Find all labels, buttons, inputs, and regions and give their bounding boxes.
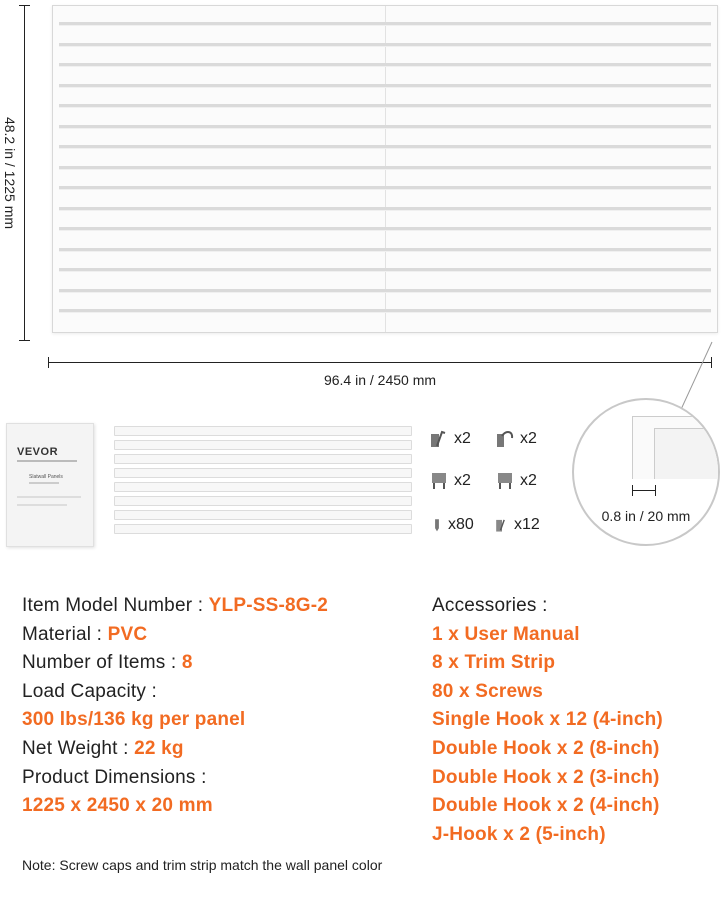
trim-strip <box>114 440 412 450</box>
spec-dims-value: 1225 x 2450 x 20 mm <box>22 795 213 817</box>
accessory-count-1 <box>428 428 471 450</box>
specs-column <box>22 592 422 821</box>
spec-dims-label: Product Dimensions : <box>22 766 207 788</box>
slatwall-panel-image <box>52 5 718 333</box>
footnote: Note: Screw caps and trim strip match the wall panel color <box>22 857 383 873</box>
trim-strip <box>114 482 412 492</box>
panel-slot <box>59 104 711 108</box>
double-hook-icon <box>428 470 450 492</box>
accessories-column <box>432 592 718 849</box>
height-dimension-tick-bottom <box>19 340 30 341</box>
manual-doc-title: Slatwall Panels <box>29 474 63 480</box>
spec-items: Number of Items : 8 <box>22 652 193 674</box>
accessories-title: Accessories : <box>432 595 548 616</box>
trim-strip <box>114 468 412 478</box>
spec-model: Item Model Number : YLP-SS-8G-2 <box>22 595 329 616</box>
width-dimension-label: 96.4 in / 2450 mm <box>323 372 437 388</box>
height-dimension-tick-top <box>19 5 30 6</box>
accessory-item: Double Hook x 2 (4-inch) <box>432 795 660 817</box>
panel-slot <box>59 268 711 272</box>
manual-brand: VEVOR <box>17 446 59 458</box>
accessory-qty: x2 <box>454 472 471 489</box>
thickness-label: 0.8 in / 20 mm <box>601 508 691 524</box>
accessory-count-6 <box>494 514 540 536</box>
accessory-qty: x2 <box>454 430 471 447</box>
spec-load-label: Load Capacity : <box>22 680 158 702</box>
panel-slot <box>59 166 711 170</box>
trim-strip <box>114 510 412 520</box>
spec-weight-value: 22 kg <box>134 737 184 759</box>
accessory-item: 8 x Trim Strip <box>432 652 556 674</box>
panel-slot <box>59 248 711 252</box>
j-hook-icon <box>494 428 516 450</box>
trim-strip <box>114 496 412 506</box>
panel-slot <box>59 63 711 67</box>
accessory-item: 80 x Screws <box>432 680 544 702</box>
spec-weight: Net Weight : 22 kg <box>22 737 184 759</box>
accessory-item: Single Hook x 12 (4-inch) <box>432 709 663 731</box>
accessory-qty: x12 <box>514 516 540 533</box>
accessory-qty: x2 <box>520 472 537 489</box>
thickness-zoom-detail <box>572 398 720 546</box>
accessory-qty: x80 <box>448 516 474 533</box>
panel-slot <box>59 145 711 149</box>
manual-subtitle-bar <box>17 460 77 462</box>
double-hook-wide-icon <box>494 470 516 492</box>
panel-slot <box>59 207 711 211</box>
user-manual-image <box>6 423 94 547</box>
width-dimension-tick-left <box>48 357 49 368</box>
panel-slot <box>59 125 711 129</box>
height-dimension-label: 48.2 in / 1225 mm <box>2 116 18 230</box>
spec-model-value: YLP-SS-8G-2 <box>208 595 329 616</box>
screw-icon <box>430 514 444 536</box>
accessory-item: 1 x User Manual <box>432 623 580 645</box>
panel-slot <box>59 289 711 293</box>
accessory-count-2 <box>494 428 537 450</box>
accessory-qty: x2 <box>520 430 537 447</box>
spec-load-value: 300 lbs/136 kg per panel <box>22 709 246 731</box>
accessory-count-5 <box>430 514 474 536</box>
accessory-item: Double Hook x 2 (3-inch) <box>432 766 660 788</box>
panel-slot <box>59 84 711 88</box>
accessory-count-4 <box>494 470 537 492</box>
accessory-count-3 <box>428 470 471 492</box>
trim-strip <box>114 524 412 534</box>
spec-material-value: PVC <box>107 623 148 645</box>
spec-items-value: 8 <box>181 652 193 674</box>
panel-slot <box>59 43 711 47</box>
trim-strip <box>114 426 412 436</box>
single-hook-small-icon <box>428 428 450 450</box>
panel-slot <box>59 186 711 190</box>
accessory-item: Double Hook x 2 (8-inch) <box>432 737 660 759</box>
panel-slot <box>59 22 711 26</box>
accessory-item: J-Hook x 2 (5-inch) <box>432 823 606 845</box>
panel-slot <box>59 309 711 313</box>
spec-material: Material : PVC <box>22 623 148 645</box>
single-hook-icon <box>494 514 510 536</box>
panel-slot <box>59 227 711 231</box>
manual-text-bar <box>29 482 59 484</box>
width-dimension-line <box>48 362 712 363</box>
height-dimension-line <box>24 5 25 341</box>
trim-strip <box>114 454 412 464</box>
